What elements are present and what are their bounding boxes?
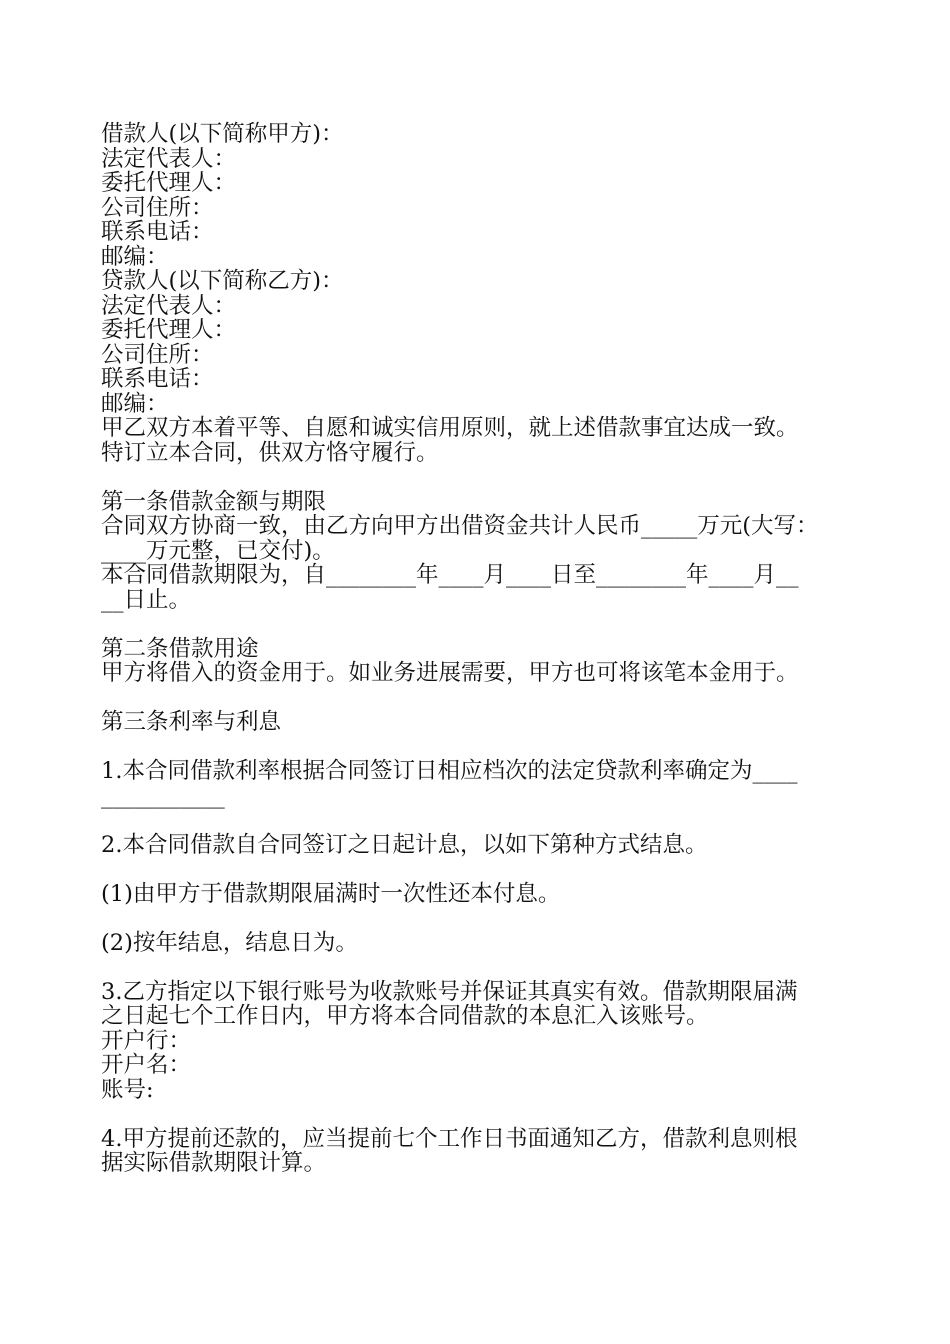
borrower-address: 公司住所： xyxy=(101,194,214,221)
article-3-title: 第三条利率与利息 xyxy=(101,709,282,735)
article-3-item-2-option-2: (2)按年结息，结息日为。 xyxy=(101,929,358,956)
article-3-item-4-line-2: 据实际借款期限计算。 xyxy=(101,1150,327,1176)
lender-legal-rep: 法定代表人： xyxy=(101,292,237,319)
preamble-line-1: 甲乙双方本着平等、自愿和诚实信用原则，就上述借款事宜达成一致。 xyxy=(101,415,799,441)
lender-postcode: 邮编： xyxy=(101,390,169,417)
article-2-text: 甲方将借入的资金用于。如业务进展需要，甲方也可将该笔本金用于。 xyxy=(101,660,799,686)
article-2-title: 第二条借款用途 xyxy=(101,635,259,662)
spacer xyxy=(101,686,861,711)
spacer xyxy=(101,955,861,980)
lender-agent: 委托代理人： xyxy=(101,317,237,343)
article-3-item-2-option-1: (1)由甲方于借款期限届满时一次性还本付息。 xyxy=(101,880,561,907)
borrower-section xyxy=(101,122,861,269)
contract-document xyxy=(101,122,861,1176)
article-1-title: 第一条借款金额与期限 xyxy=(101,488,327,515)
article-3-account-no: 账号: xyxy=(101,1076,154,1103)
borrower-phone: 联系电话： xyxy=(101,219,214,245)
lender-section xyxy=(101,269,861,416)
borrower-postcode: 邮编： xyxy=(101,243,169,270)
article-3-bank: 开户行： xyxy=(101,1027,192,1054)
spacer xyxy=(101,857,861,882)
article-3-item-4-line-1: 4.甲方提前还款的，应当提前七个工作日书面通知乙方，借款利息则根 xyxy=(101,1125,798,1152)
article-3-item-3-line-1: 3.乙方指定以下银行账号为收款账号并保证其真实有效。借款期限届满 xyxy=(101,978,798,1005)
article-3-item-1-line-2: ___________ xyxy=(101,782,225,809)
article-3-item-3-line-2: 之日起七个工作日内，甲方将本合同借款的本息汇入该账号。 xyxy=(101,1003,709,1029)
spacer xyxy=(101,612,861,637)
spacer xyxy=(101,735,861,760)
article-2 xyxy=(101,637,861,686)
spacer xyxy=(101,465,861,490)
preamble-line-2: 特订立本合同，供双方恪守履行。 xyxy=(101,439,439,466)
spacer xyxy=(101,808,861,833)
article-1-amount-line-2: ____万元整，已交付)。 xyxy=(101,537,335,564)
lender-phone: 联系电话： xyxy=(101,366,214,392)
preamble xyxy=(101,416,861,465)
spacer xyxy=(101,1102,861,1127)
spacer xyxy=(101,906,861,931)
article-1-term-line-2: __日止。 xyxy=(101,586,192,613)
borrower-agent: 委托代理人： xyxy=(101,170,237,196)
borrower-heading: 借款人(以下简称甲方)： xyxy=(101,121,344,147)
borrower-legal-rep: 法定代表人： xyxy=(101,145,237,172)
article-1-amount-line-1: 合同双方协商一致，由乙方向甲方出借资金共计人民币_____万元(大写： xyxy=(101,513,819,539)
lender-address: 公司住所： xyxy=(101,341,214,368)
lender-heading: 贷款人(以下简称乙方)： xyxy=(101,268,344,294)
article-3-account-name: 开户名： xyxy=(101,1052,192,1078)
article-3-item-2: 2.本合同借款自合同签订之日起计息，以如下第种方式结息。 xyxy=(101,831,708,858)
article-1-term-line-1: 本合同借款期限为，自________年____月____日至________年____月__ xyxy=(101,562,799,588)
article-3-item-1-line-1: 1.本合同借款利率根据合同签订日相应档次的法定贷款利率确定为____ xyxy=(101,758,798,784)
article-3 xyxy=(101,710,861,1176)
article-1 xyxy=(101,490,861,613)
